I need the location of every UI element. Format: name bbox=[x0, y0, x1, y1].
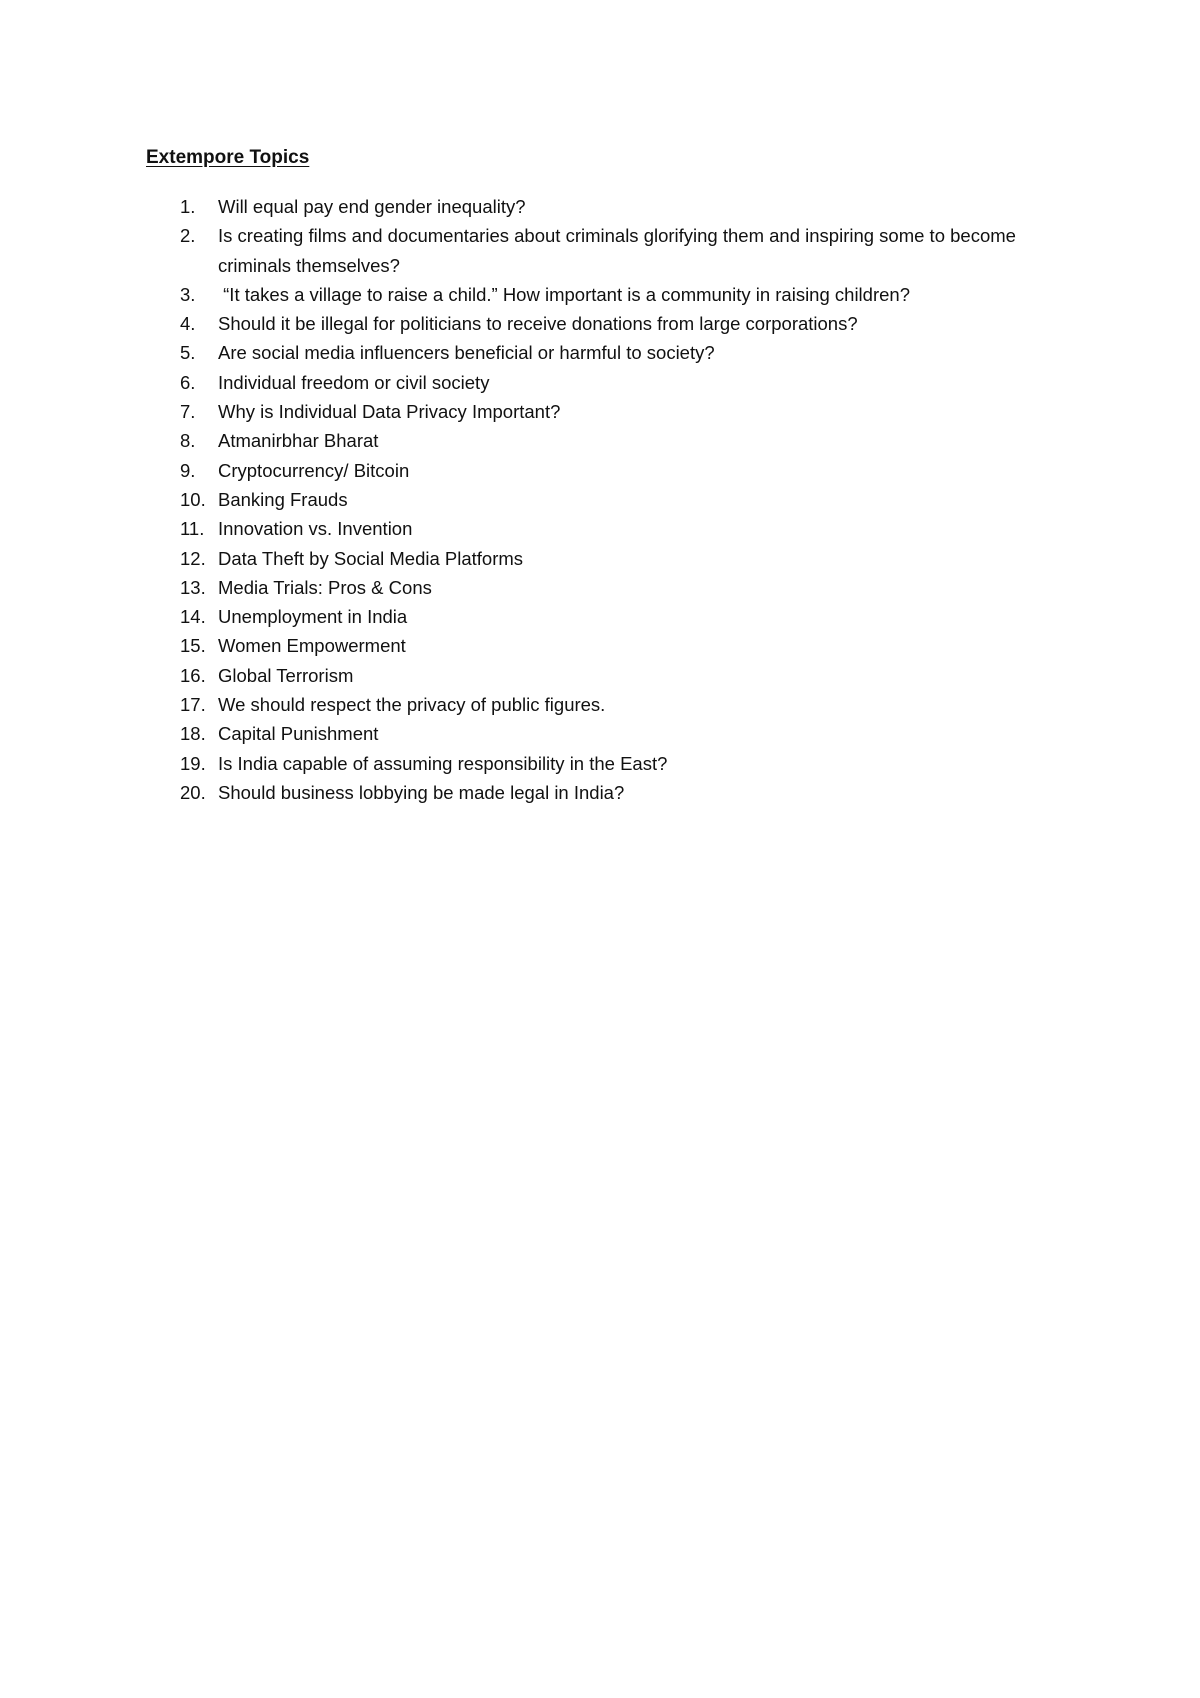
topic-number: 1. bbox=[180, 196, 196, 217]
topic-number: 13. bbox=[180, 576, 206, 598]
topic-text: Atmanirbhar Bharat bbox=[218, 430, 379, 452]
topic-item bbox=[146, 192, 1046, 221]
topic-text: Are social media influencers beneficial or harmful to society? bbox=[218, 342, 715, 364]
topic-text: Unemployment in India bbox=[218, 606, 408, 628]
topic-text: Is creating films and documentaries about criminals glorifying them and inspiring some to become criminals themselves? bbox=[218, 225, 1016, 276]
topic-number: 20. bbox=[180, 781, 206, 803]
topic-number: 10. bbox=[180, 488, 206, 510]
topic-number: 19. bbox=[180, 752, 206, 774]
topic-text: Media Trials: Pros & Cons bbox=[218, 576, 432, 598]
topic-number: 12. bbox=[180, 547, 206, 569]
topic-number: 18. bbox=[180, 723, 206, 745]
topic-item bbox=[146, 397, 1046, 426]
topic-text: Global Terrorism bbox=[218, 664, 354, 686]
topic-item bbox=[146, 544, 1046, 573]
topic-number: 9. bbox=[180, 459, 196, 481]
topic-item bbox=[146, 221, 1046, 280]
topic-text: Innovation vs. Invention bbox=[218, 518, 413, 540]
topic-number: 17. bbox=[180, 694, 206, 716]
topic-number: 16. bbox=[180, 664, 206, 686]
topic-text: Will equal pay end gender inequality? bbox=[218, 196, 526, 217]
topic-item bbox=[146, 778, 1046, 807]
topic-number: 4. bbox=[180, 313, 196, 335]
topic-text: Is India capable of assuming responsibility in the East? bbox=[218, 752, 668, 774]
topic-item bbox=[146, 280, 1046, 309]
topic-item bbox=[146, 485, 1046, 514]
topic-number: 6. bbox=[180, 371, 196, 393]
topic-number: 15. bbox=[180, 635, 206, 657]
topic-text: Cryptocurrency/ Bitcoin bbox=[218, 459, 410, 481]
topic-item bbox=[146, 661, 1046, 690]
topic-item bbox=[146, 368, 1046, 397]
topic-text: “It takes a village to raise a child.” How important is a community in raising children? bbox=[218, 283, 910, 305]
topic-item bbox=[146, 719, 1046, 748]
topic-number: 5. bbox=[180, 342, 196, 364]
document-title: Extempore Topics bbox=[146, 147, 310, 168]
topic-text: Should business lobbying be made legal in India? bbox=[218, 781, 625, 803]
topic-text: We should respect the privacy of public figures. bbox=[218, 694, 606, 716]
topic-number: 11. bbox=[180, 518, 205, 540]
topic-item bbox=[146, 426, 1046, 455]
topic-item bbox=[146, 338, 1046, 367]
topic-item bbox=[146, 631, 1046, 660]
topic-item bbox=[146, 514, 1046, 543]
topic-item bbox=[146, 456, 1046, 485]
topic-text: Capital Punishment bbox=[218, 723, 379, 745]
topic-number: 3. bbox=[180, 283, 196, 305]
topic-text: Should it be illegal for politicians to receive donations from large corporations? bbox=[218, 313, 858, 335]
topic-item bbox=[146, 749, 1046, 778]
topic-text: Banking Frauds bbox=[218, 488, 348, 510]
topic-item bbox=[146, 690, 1046, 719]
topic-number: 2. bbox=[180, 225, 196, 247]
topic-list bbox=[146, 192, 1046, 807]
topic-item bbox=[146, 573, 1046, 602]
topic-text: Why is Individual Data Privacy Important? bbox=[218, 401, 561, 423]
topic-text: Women Empowerment bbox=[218, 635, 406, 657]
topic-number: 7. bbox=[180, 401, 196, 423]
topic-number: 8. bbox=[180, 430, 196, 452]
topic-text: Data Theft by Social Media Platforms bbox=[218, 547, 524, 569]
topic-item bbox=[146, 602, 1046, 631]
topic-number: 14. bbox=[180, 606, 206, 628]
topic-text: Individual freedom or civil society bbox=[218, 371, 490, 393]
topic-item bbox=[146, 309, 1046, 338]
